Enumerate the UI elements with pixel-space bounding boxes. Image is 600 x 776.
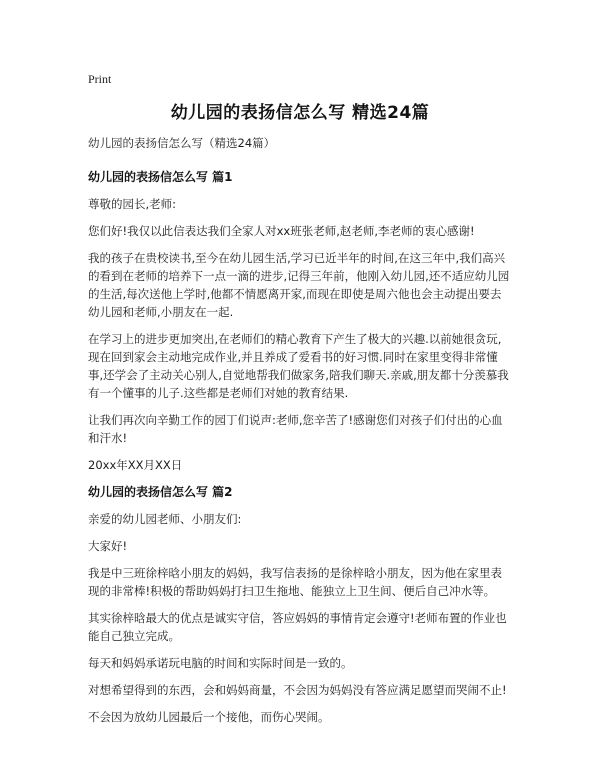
letter1-paragraph: 您们好!我仅以此信表达我们全家人对xx班张老师,赵老师,李老师的衷心感谢! <box>88 224 475 238</box>
letter2-paragraph: 不会因为放幼儿园最后一个接他，而伤心哭闹。 <box>88 710 330 724</box>
letter2-greeting: 亲爱的幼儿园老师、小朋友们: <box>88 512 242 526</box>
letter2-paragraph: 对想希望得到的东西，会和妈妈商量，不会因为妈妈没有答应满足愿望而哭闹不止! <box>88 683 507 697</box>
document-subtitle: 幼儿园的表扬信怎么写（精选24篇） <box>88 136 276 150</box>
page-title: 幼儿园的表扬信怎么写 精选24篇 <box>170 103 430 123</box>
letter2-paragraph: 我是中三班徐梓晗小朋友的妈妈，我写信表扬的是徐梓晗小朋友，因为他在家里表现的非常棒!积极的帮助妈妈打扫卫生拖地、能独立上卫生间、便后自己冲水等。 <box>88 566 502 598</box>
letter1-paragraph: 让我们再次向辛勤工作的园丁们说声:老师,您辛苦了!感谢您们对孩子们付出的心血和汗水! <box>88 413 503 445</box>
letter1-date: 20xx年XX月XX日 <box>88 458 183 472</box>
print-label: Print <box>88 72 112 86</box>
letter2-paragraph: 每天和妈妈承诺玩电脑的时间和实际时间是一致的。 <box>88 656 353 670</box>
letter2-hello: 大家好! <box>88 539 128 553</box>
letter1-paragraph: 我的孩子在贵校读书,至今在幼儿园生活,学习已近半年的时间,在这三年中,我们高兴的看到在老师的培养下一点一滴的进步,记得三年前，他刚入幼儿园,还不适应幼儿园的生活,每次送他上学时,他都不情愿离开家,而现在即使是周六他也会主动提出要去幼儿园和老师,小朋友在一起. <box>88 251 510 319</box>
letter2-heading: 幼儿园的表扬信怎么写 篇2 <box>88 485 233 499</box>
document-body <box>88 134 512 735</box>
letter2-paragraph: 其实徐梓晗最大的优点是诚实守信，答应妈妈的事情肯定会遵守!老师布置的作业也能自己独立完成。 <box>88 611 507 643</box>
letter1-paragraph: 在学习上的进步更加突出,在老师们的精心教育下产生了极大的兴趣.以前她很贪玩,现在回到家会主动地完成作业,并且养成了爱看书的好习惯.同时在家里变得非常懂事,还学会了主动关心别人,自觉地帮我们做家务,陪我们聊天.亲戚,朋友都十分羡慕我有一个懂事的儿子.这些都是老师们对她的教育结果. <box>88 332 509 400</box>
letter1-heading: 幼儿园的表扬信怎么写 篇1 <box>88 170 233 184</box>
letter1-greeting: 尊敬的园长,老师: <box>88 197 177 211</box>
